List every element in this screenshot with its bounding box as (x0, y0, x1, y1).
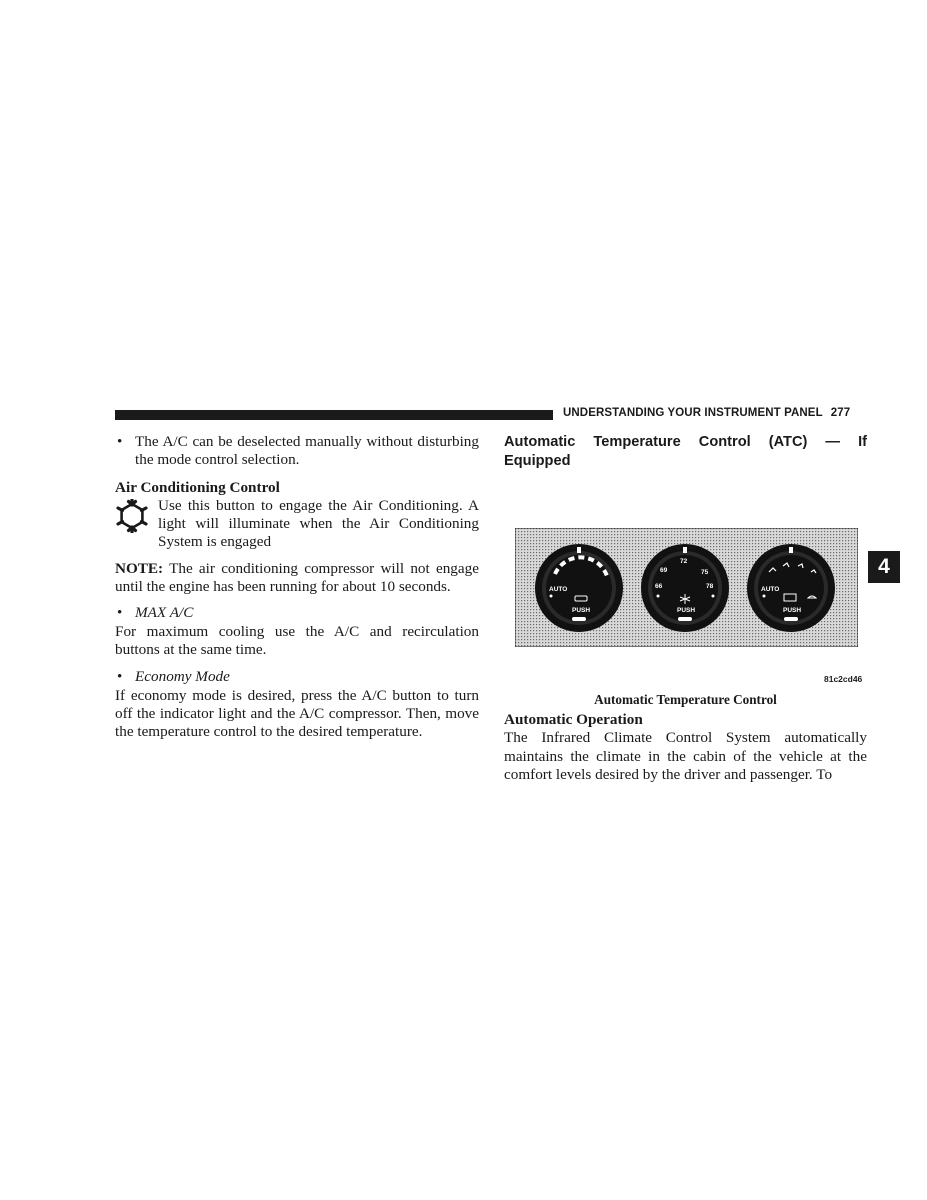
list-item (115, 668, 479, 686)
figure-caption: Automatic Temperature Control (594, 692, 777, 707)
max-ac-label: MAX A/C (135, 604, 194, 622)
push-label: PUSH (677, 607, 696, 614)
note-text: The air conditioning compressor will not engage until the engine has been running for about 10 seconds. (115, 559, 479, 596)
auto-label: AUTO (549, 586, 568, 593)
economy-text: If economy mode is desired, press the A/C button to turn off the indicator light and the A/C compressor. Then, move the temperature control to the desired temperature. (115, 686, 479, 741)
temp-66-label: 66 (655, 583, 663, 590)
temp-75-label: 75 (701, 569, 709, 576)
list-item (115, 433, 479, 470)
header-rule (115, 410, 553, 420)
page-number: 277 (830, 407, 851, 419)
ac-heading: Air Conditioning Control (115, 478, 280, 496)
snowflake-icon (115, 497, 158, 552)
section-title: UNDERSTANDING YOUR INSTRUMENT PANEL (563, 407, 823, 419)
fan-knob[interactable] (535, 544, 623, 632)
running-header (563, 407, 850, 419)
auto-op-heading: Automatic Operation (504, 711, 643, 728)
atc-heading: Automatic Temperature Control (ATC) — If Equipped (504, 434, 867, 469)
mode-knob[interactable] (747, 544, 835, 632)
temp-72-label: 72 (680, 558, 688, 565)
right-column (504, 433, 867, 471)
temp-78-label: 78 (706, 583, 714, 590)
temperature-knob[interactable] (641, 544, 729, 632)
bullet-icon: • (117, 433, 123, 450)
ac-text: Use this button to engage the Air Conditioning. A light will illuminate when the Air Conditioning System is engaged (158, 496, 479, 551)
temp-69-label: 69 (660, 567, 668, 574)
bullet-icon: • (117, 668, 123, 686)
atc-control-figure (515, 528, 858, 647)
figure-code: 81c2cd46 (824, 674, 863, 684)
push-label: PUSH (572, 607, 591, 614)
automatic-operation-section (504, 711, 867, 784)
auto-label: AUTO (761, 586, 780, 593)
chapter-tab: 4 (868, 551, 900, 583)
list-item (115, 604, 479, 622)
economy-label: Economy Mode (135, 668, 230, 686)
note-paragraph (115, 560, 479, 597)
note-label: NOTE: (115, 559, 164, 577)
max-ac-text: For maximum cooling use the A/C and recirculation buttons at the same time. (115, 622, 479, 658)
auto-op-text: The Infrared Climate Control System automatically maintains the climate in the cabin of the vehicle at the comfort levels desired by the driver and passenger. To (504, 729, 867, 783)
push-label: PUSH (783, 607, 802, 614)
left-column (115, 433, 479, 741)
ac-description (115, 497, 479, 552)
bullet-text: The A/C can be deselected manually without disturbing the mode control selection. (135, 433, 479, 469)
bullet-icon: • (117, 604, 123, 622)
